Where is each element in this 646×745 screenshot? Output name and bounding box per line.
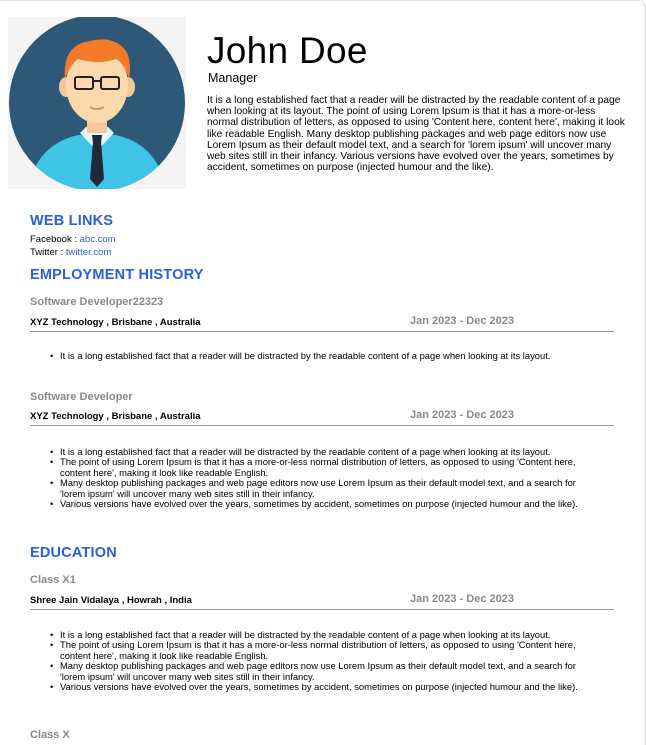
education-heading: EDUCATION (30, 545, 117, 561)
job-organization: XYZ Technology , Brisbane , Australia (30, 317, 201, 328)
facebook-link-row (30, 234, 116, 245)
bullet-item: • Various versions have evolved over the years, sometimes by accident, sometimes on purpose (injected humour and the like). (60, 682, 580, 692)
education-title: Class X1 (30, 574, 76, 586)
web-links-heading: WEB LINKS (30, 213, 114, 229)
divider (30, 331, 614, 332)
bullet-item: • The point of using Lorem Ipsum is that it has a more-or-less normal distribution of letters, as opposed to using 'Content here, content here', making it look like readable English. (60, 640, 580, 661)
profile-role: Manager (208, 71, 258, 85)
education-bullets (60, 630, 580, 692)
job-dates: Jan 2023 - Dec 2023 (410, 315, 514, 327)
twitter-link-row (30, 247, 111, 258)
bullet-item: • Various versions have evolved over the years, sometimes by accident, sometimes on purpose (injected humour and the like). (60, 499, 580, 509)
job-dates: Jan 2023 - Dec 2023 (410, 409, 514, 421)
job-title: Software Developer (30, 391, 133, 403)
bullet-item: • It is a long established fact that a reader will be distracted by the readable content of a page when looking at its layout. (60, 630, 580, 640)
bullet-item: • The point of using Lorem Ipsum is that it has a more-or-less normal distribution of letters, as opposed to using 'Content here, content here', making it look like readable English. (60, 457, 580, 478)
job-organization: XYZ Technology , Brisbane , Australia (30, 411, 201, 422)
employment-heading: EMPLOYMENT HISTORY (30, 267, 204, 283)
profile-name: John Doe (207, 30, 368, 71)
education-institution: Shree Jain Vidalaya , Howrah , India (30, 595, 192, 606)
profile-about: It is a long established fact that a reader will be distracted by the readable content of a page when looking at its layout. The point of using Lorem Ipsum is that it has a more-or-less normal distribution of letters, as opposed to using 'Content here, content here', making it look like readable English. Many desktop publishing packages and web page editors now use Lorem Ipsum as their default model text, and a search for 'lorem ipsum' will uncover many web sites still in their infancy. Various versions have evolved over the years, sometimes by accident, sometimes on purpose (injected humour and the like). (207, 95, 625, 174)
job-bullets (60, 351, 580, 361)
education-dates: Jan 2023 - Dec 2023 (410, 593, 514, 605)
twitter-link[interactable]: twitter.com (65, 247, 112, 258)
divider (30, 609, 614, 610)
bullet-item: • It is a long established fact that a reader will be distracted by the readable content of a page when looking at its layout. (60, 447, 580, 457)
bullet-item: • It is a long established fact that a reader will be distracted by the readable content of a page when looking at its layout. (60, 351, 580, 361)
bullet-item: • Many desktop publishing packages and web page editors now use Lorem Ipsum as their default model text, and a search for 'lorem ipsum' will uncover many web sites still in their infancy. (60, 661, 580, 682)
bullet-item: • Many desktop publishing packages and web page editors now use Lorem Ipsum as their default model text, and a search for 'lorem ipsum' will uncover many web sites still in their infancy. (60, 478, 580, 499)
job-bullets (60, 447, 580, 509)
avatar-illustration-icon (8, 17, 186, 189)
facebook-link[interactable]: abc.com (79, 234, 116, 245)
avatar (8, 17, 186, 189)
education-title: Class X (30, 729, 70, 741)
divider (30, 425, 614, 426)
twitter-label: Twitter : (30, 247, 66, 258)
job-title: Software Developer22323 (30, 296, 164, 308)
facebook-label: Facebook : (30, 234, 80, 245)
